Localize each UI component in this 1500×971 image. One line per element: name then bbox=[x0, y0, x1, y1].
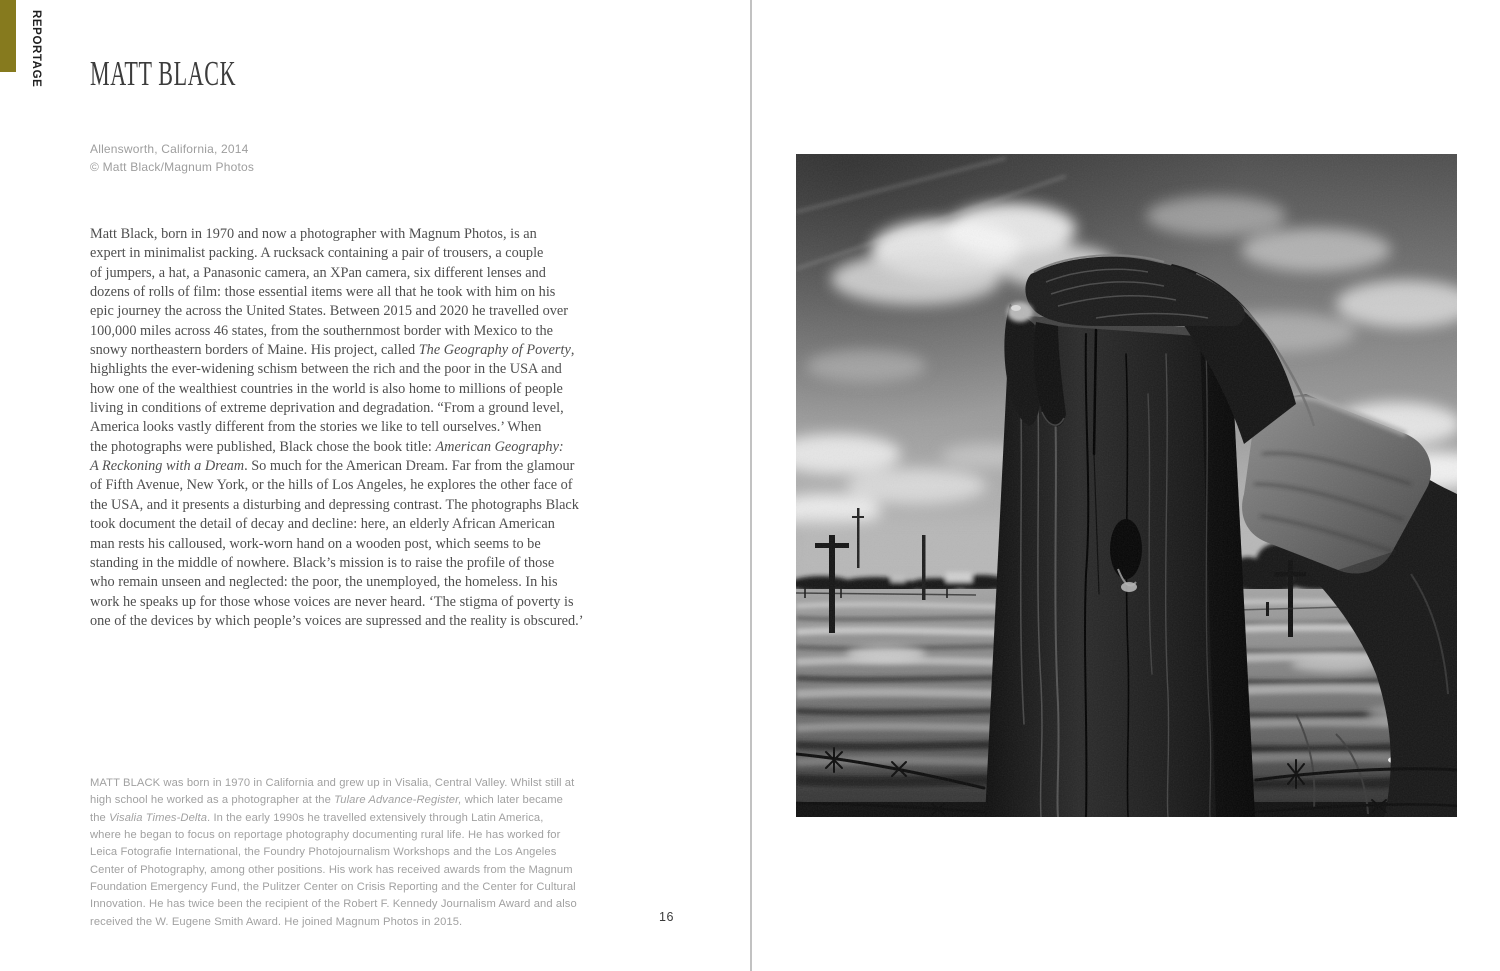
section-label: REPORTAGE bbox=[30, 10, 42, 88]
page-number: 16 bbox=[659, 910, 674, 924]
film-grain-overlay bbox=[796, 154, 1457, 817]
essay-text: Matt Black, born in 1970 and now a photographer with Magnum Photos, is an expert in minimalist packing. A rucksack containing a pair of trousers, a couple of jumpers, a hat, a Panasonic camera, an XPan camera, six different lenses and dozens of rolls of film: those essential items were all that he took with him on his epic journey the across the United States. Between 2015 and 2020 he travelled over 100,000 miles across 46 states, from the southernmost border with Mexico to the snowy northeastern borders of Maine. His project, called The Geography of Poverty, highlights the ever-widening schism between the rich and the poor in the USA and how one of the wealthiest countries in the world is also home to millions of people living in conditions of extreme deprivation and degradation. “From a ground level, America looks vastly different from the stories we like to tell ourselves.’ When the photographs were published, Black chose the book title: American Geography: A Reckoning with a Dream. So much for the American Dream. Far from the glamour of Fifth Avenue, New York, or the hills of Los Angeles, he explores the other face of the USA, and it presents a disturbing and depressing contrast. The photographs Black took document the detail of decay and decline: here, an elderly African American man rests his calloused, work-worn hand on a wooden post, which seems to be standing in the middle of nowhere. Black’s mission is to raise the profile of those who remain unseen and neglected: the poor, the unemployed, the homeless. In his work he speaks up for those whose voices are never heard. ‘The stigma of poverty is one of the devices by which people’s voices are supressed and the reality is obscured.’ bbox=[90, 226, 584, 629]
page-title: MATT BLACK bbox=[90, 54, 237, 93]
page-gutter-rule bbox=[750, 0, 752, 971]
section-accent-bar bbox=[0, 0, 16, 72]
documentary-photo bbox=[796, 154, 1457, 817]
biography-text: MATT BLACK was born in 1970 in California and grew up in Visalia, Central Valley. Whilst still at high school he worked as a photographer at the Tulare Advance-Register, which later became the Visalia Times-Delta. In the early 1990s he travelled extensively through Latin America, where he began to focus on reportage photography documenting rural life. He has worked for Leica Fotografie International, the Foundry Photojournalism Workshops and the Los Angeles Center of Photography, among other positions. His work has received awards from the Magnum Foundation Emergency Fund, the Pulitzer Center on Crisis Reporting and the Center for Cultural Innovation. He has twice been the recipient of the Robert F. Kennedy Journalism Award and also received the W. Eugene Smith Award. He joined Magnum Photos in 2015. bbox=[90, 777, 577, 928]
photo-caption: Allensworth, California, 2014 © Matt Black/Magnum Photos bbox=[90, 142, 255, 174]
